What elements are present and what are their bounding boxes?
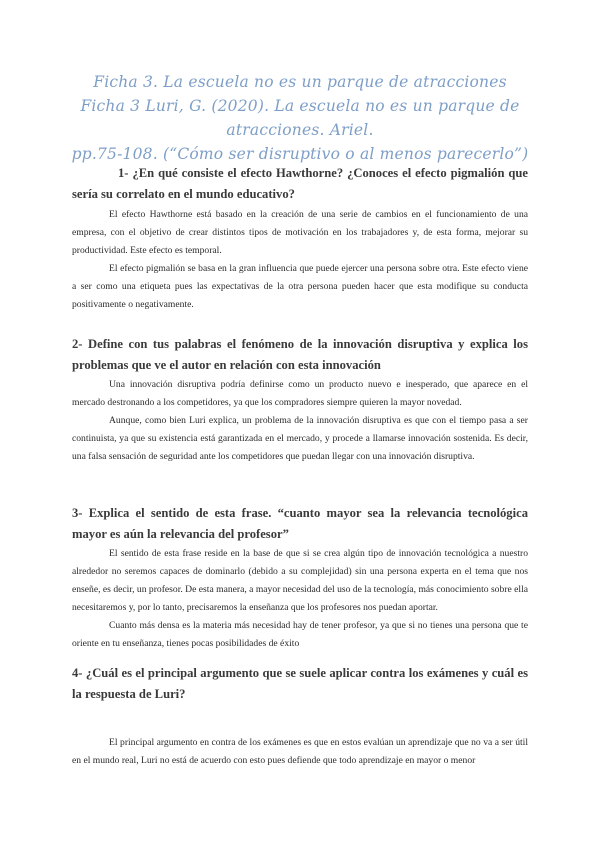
question-4: 4- ¿Cuál es el principal argumento que se suele aplicar contra los exámenes y cuál es la respuesta de Luri? (72, 666, 528, 701)
question-3: 3- Explica el sentido de esta frase. “cuanto mayor sea la relevancia tecnológica mayor es aún la relevancia del profesor” (72, 506, 528, 541)
title-line-2: Ficha 3 Luri, G. (2020). La escuela no es un parque de atracciones. Ariel. (80, 97, 520, 139)
title-line-3: pp.75-108. (“Cómo ser disruptivo o al menos parecerlo”) (71, 145, 529, 163)
answer-3-paragraph-2: Cuanto más densa es la materia más necesidad hay de tener profesor, ya que si no tienes una persona que te oriente en tu enseñanza, tienes pocas posibilidades de éxito (72, 620, 528, 649)
answer-1-paragraph-1: El efecto Hawthorne está basado en la creación de una serie de cambios en el funcionamiento de una empresa, con el objetivo de crear distintos tipos de motivación en los trabajadores y, de esta forma, mejorar su productividad. Este efecto es temporal. (72, 209, 528, 256)
answer-4-paragraph-1: El principal argumento en contra de los exámenes es que en estos evalúan un aprendizaje que no va a ser útil en el mundo real, Luri no está de acuerdo con esto pues defiende que todo aprendizaje en mayor o menor (72, 737, 528, 766)
document-title (60, 70, 540, 166)
answer-2-paragraph-2: Aunque, como bien Luri explica, un problema de la innovación disruptiva es que con el tiempo pasa a ser continuista, ya que su existencia está garantizada en el mercado, y procede a llamarse innovación sostenida. Es decir, una falsa sensación de seguridad ante los competidores que puedan llegar con una innovación disruptiva. (72, 415, 528, 462)
question-1: 1- ¿En qué consiste el efecto Hawthorne? ¿Conoces el efecto pigmalión que sería su correlato en el mundo educativo? (72, 166, 528, 201)
answer-1-paragraph-2: El efecto pigmalión se basa en la gran influencia que puede ejercer una persona sobre otra. Este efecto viene a ser como una etiqueta pues las expectativas de la otra persona pueden hacer que esta modifique su conducta positivamente o negativamente. (72, 263, 528, 310)
answer-2-paragraph-1: Una innovación disruptiva podría definirse como un producto nuevo e inesperado, que aparece en el mercado destronando a los competidores, ya que los compradores siempre quieren la mayor novedad. (72, 379, 528, 408)
title-line-1: Ficha 3. La escuela no es un parque de atracciones (93, 73, 507, 91)
question-2: 2- Define con tus palabras el fenómeno de la innovación disruptiva y explica los problemas que ve el autor en relación con esta innovación (72, 337, 528, 372)
answer-3-paragraph-1: El sentido de esta frase reside en la base de que si se crea algún tipo de innovación tecnológica a nuestro alrededor no seremos capaces de dominarlo (debido a su complejidad) sin una persona experta en el tema que nos enseñe, es decir, un profesor. De esta manera, a mayor necesidad del uso de la tecnología, más conocimiento sobre ella necesitaremos y, por lo tanto, precisaremos la enseñanza que los profesores nos puedan aportar. (72, 548, 528, 613)
